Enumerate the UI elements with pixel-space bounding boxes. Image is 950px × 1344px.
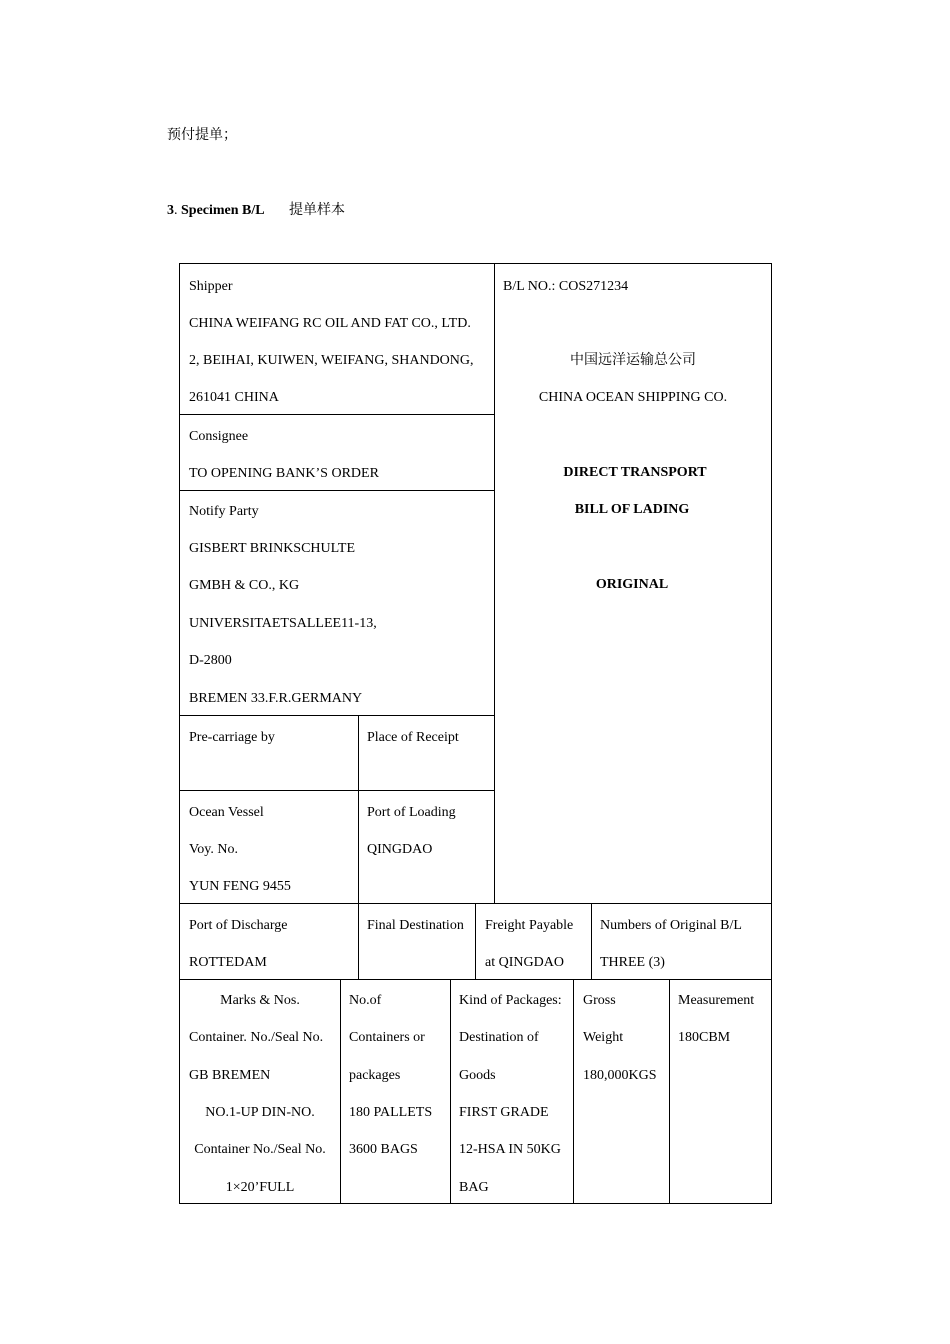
- divider: [179, 715, 494, 716]
- containers-line: 180 PALLETS: [349, 1105, 433, 1120]
- notify-party-line: D-2800: [189, 653, 232, 668]
- freight-payable-value: at QINGDAO: [485, 955, 564, 970]
- table-border-right: [771, 263, 772, 1204]
- gross-weight-line: Weight: [583, 1030, 624, 1045]
- divider: [669, 979, 670, 1204]
- freight-payable-label: Freight Payable: [485, 918, 574, 933]
- divider: [450, 979, 451, 1204]
- document-title-line-2: BILL OF LADING: [574, 502, 690, 517]
- kind-of-packages-line: 12-HSA IN 50KG: [459, 1142, 561, 1157]
- divider: [179, 414, 494, 415]
- shipper-line: CHINA WEIFANG RC OIL AND FAT CO., LTD.: [189, 316, 471, 331]
- carrier-name-en: CHINA OCEAN SHIPPING CO.: [538, 390, 728, 405]
- section-separator: .: [174, 203, 178, 218]
- port-of-loading-value: QINGDAO: [367, 842, 433, 857]
- notify-party-line: GMBH & CO., KG: [189, 578, 300, 593]
- section-number: 3: [167, 203, 174, 218]
- notify-party-line: GISBERT BRINKSCHULTE: [189, 541, 356, 556]
- ocean-vessel-label: Ocean Vessel: [189, 805, 264, 820]
- numbers-of-original-value: THREE (3): [600, 955, 665, 970]
- divider: [573, 979, 574, 1204]
- port-of-loading-label: Port of Loading: [367, 805, 456, 820]
- document-title-line-1: DIRECT TRANSPORT: [563, 465, 707, 480]
- bl-number: B/L NO.: COS271234: [503, 279, 629, 294]
- table-border-left: [179, 263, 180, 1204]
- intro-line: 预付提单；: [167, 128, 237, 143]
- carrier-name-cn: 中国远洋运输总公司: [570, 353, 696, 368]
- port-of-discharge-label: Port of Discharge: [189, 918, 288, 933]
- notify-party-label: Notify Party: [189, 504, 259, 519]
- shipper-line: 261041 CHINA: [189, 390, 279, 405]
- notify-party-line: UNIVERSITAETSALLEE11-13,: [189, 616, 377, 631]
- gross-weight-line: 180,000KGS: [583, 1068, 657, 1083]
- measurement-line: 180CBM: [678, 1030, 731, 1045]
- divider: [591, 903, 592, 979]
- divider: [358, 715, 359, 979]
- marks-line: Container. No./Seal No.: [189, 1030, 324, 1045]
- divider: [179, 490, 494, 491]
- kind-of-packages-line: BAG: [459, 1180, 489, 1195]
- voyage-number-label: Voy. No.: [189, 842, 239, 857]
- measurement-line: Measurement: [678, 993, 755, 1008]
- divider: [179, 790, 494, 791]
- pre-carriage-label: Pre-carriage by: [189, 730, 275, 745]
- section-title: Specimen B/L: [181, 203, 265, 218]
- kind-of-packages-line: FIRST GRADE: [459, 1105, 549, 1120]
- containers-line: No.of: [349, 993, 382, 1008]
- containers-line: Containers or: [349, 1030, 425, 1045]
- marks-line: Marks & Nos.: [220, 993, 300, 1008]
- shipper-line: 2, BEIHAI, KUIWEN, WEIFANG, SHANDONG,: [189, 353, 474, 368]
- consignee-label: Consignee: [189, 429, 249, 444]
- containers-line: packages: [349, 1068, 401, 1083]
- divider: [475, 903, 476, 979]
- section-heading: [167, 202, 265, 220]
- table-border-top: [179, 263, 772, 264]
- notify-party-line: BREMEN 33.F.R.GERMANY: [189, 691, 363, 706]
- kind-of-packages-line: Kind of Packages:: [459, 993, 562, 1008]
- divider: [179, 979, 772, 980]
- kind-of-packages-line: Destination of: [459, 1030, 539, 1045]
- gross-weight-line: Gross: [583, 993, 616, 1008]
- table-border-bottom: [179, 1203, 772, 1204]
- kind-of-packages-line: Goods: [459, 1068, 496, 1083]
- marks-line: 1×20’FULL: [225, 1180, 295, 1195]
- marks-line: GB BREMEN: [189, 1068, 271, 1083]
- containers-line: 3600 BAGS: [349, 1142, 418, 1157]
- consignee-value: TO OPENING BANK’S ORDER: [189, 466, 379, 481]
- numbers-of-original-label: Numbers of Original B/L: [600, 918, 742, 933]
- marks-line: Container No./Seal No.: [194, 1142, 326, 1157]
- section-title-cn: 提单样本: [289, 203, 345, 218]
- original-marking: ORIGINAL: [595, 577, 669, 592]
- ocean-vessel-value: YUN FENG 9455: [189, 879, 291, 894]
- place-of-receipt-label: Place of Receipt: [367, 730, 459, 745]
- shipper-label: Shipper: [189, 279, 233, 294]
- final-destination-label: Final Destination: [367, 918, 464, 933]
- marks-line: NO.1-UP DIN-NO.: [205, 1105, 315, 1120]
- divider: [340, 979, 341, 1204]
- port-of-discharge-value: ROTTEDAM: [189, 955, 267, 970]
